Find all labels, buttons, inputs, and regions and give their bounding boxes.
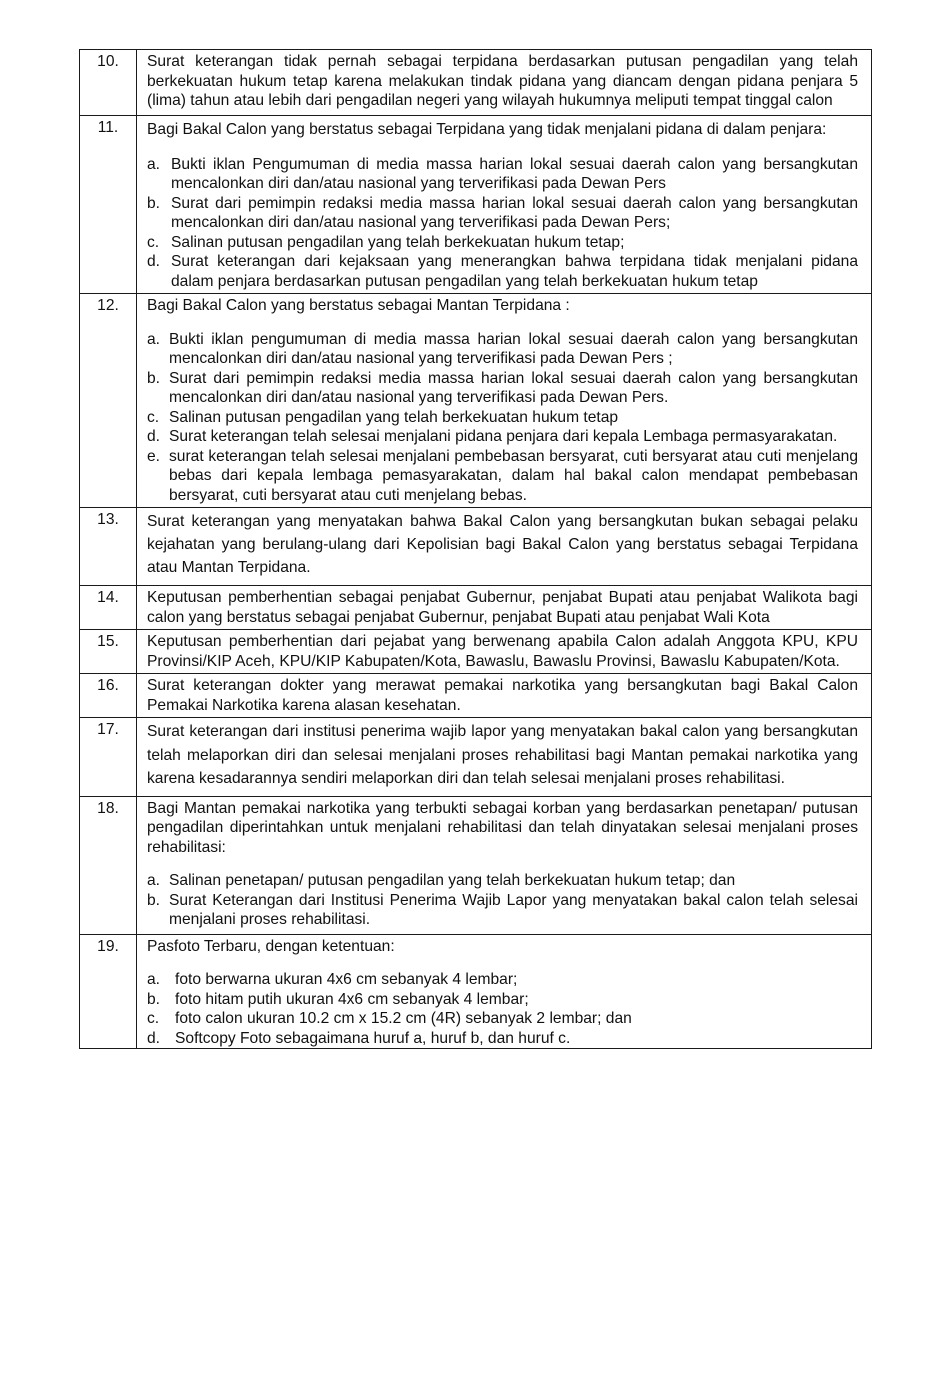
row-content <box>137 115 872 294</box>
row-content <box>137 586 872 630</box>
row-number: 14. <box>80 586 137 630</box>
list-item: b. Surat Keterangan dari Institusi Penerima Wajib Lapor yang menyatakan bakal calon telah selesai menjalani proses rehabilitasi. <box>147 891 858 928</box>
table-row <box>80 50 872 116</box>
row-number: 10. <box>80 50 137 116</box>
list-item: a. Bukti iklan pengumuman di media massa harian lokal sesuai daerah calon yang bersangkutan mencalonkan diri dan/atau nasional yang terverifikasi pada Dewan Pers ; <box>147 330 858 367</box>
requirement-list <box>147 155 858 294</box>
row-content <box>137 934 872 1049</box>
requirement-intro: Pasfoto Terbaru, dengan ketentuan: <box>147 937 395 955</box>
row-content <box>137 630 872 674</box>
requirements-table <box>79 49 872 1049</box>
list-item: b. Surat dari pemimpin redaksi media massa harian lokal sesuai daerah calon yang bersangkutan mencalonkan diri dan/atau nasional yang terverifikasi pada Dewan Pers. <box>147 369 858 406</box>
requirement-text: Surat keterangan dari institusi penerima wajib lapor yang menyatakan bakal calon yang bersangkutan telah melaporkan diri dan selesai menjalani proses rehabilitasi bagi Mantan pemakai narkotika yang karena kesadarannya sendiri melaporkan diri dan telah selesai menjalani proses rehabilitasi. <box>147 723 858 787</box>
table-row <box>80 674 872 718</box>
table-row <box>80 718 872 797</box>
table-row <box>80 796 872 934</box>
row-number: 18. <box>80 796 137 934</box>
list-item: c. Salinan putusan pengadilan yang telah berkekuatan hukum tetap <box>147 408 619 426</box>
row-number: 17. <box>80 718 137 797</box>
list-item: c. Salinan putusan pengadilan yang telah berkekuatan hukum tetap; <box>147 233 625 251</box>
list-item: e. surat keterangan telah selesai menjalani pembebasan bersyarat, cuti bersyarat atau cuti menjelang bebas dari kepala lembaga pemasyarakatan, dalam hal bakal calon mendapat pembebasan bersyarat, cuti bersyarat atau cuti menjelang bebas. <box>147 447 858 504</box>
row-number: 19. <box>80 934 137 1049</box>
table-row <box>80 115 872 294</box>
requirement-text: Surat keterangan yang menyatakan bahwa Bakal Calon yang bersangkutan bukan sebagai pelaku kejahatan yang berulang-ulang dari Kepolisian bagi Bakal Calon yang berstatus sebagai Terpidana atau Mantan Terpidana. <box>147 513 858 576</box>
table-row <box>80 294 872 508</box>
list-item: b. foto hitam putih ukuran 4x6 cm sebanyak 4 lembar; <box>147 990 529 1008</box>
requirement-intro: Bagi Bakal Calon yang berstatus sebagai Mantan Terpidana : <box>147 297 570 314</box>
list-item: a. Salinan penetapan/ putusan pengadilan yang telah berkekuatan hukum tetap; dan <box>147 872 736 889</box>
row-content <box>137 796 872 934</box>
table-row <box>80 630 872 674</box>
list-item: b. Surat dari pemimpin redaksi media massa harian lokal sesuai daerah calon yang bersangkutan mencalonkan diri dan/atau nasional yang terverifikasi pada Dewan Pers; <box>147 194 858 231</box>
list-item: d. Softcopy Foto sebagaimana huruf a, huruf b, dan huruf c. <box>147 1029 571 1047</box>
requirements-document <box>79 49 872 1049</box>
row-number: 12. <box>80 294 137 508</box>
table-row <box>80 586 872 630</box>
list-item: d. Surat keterangan telah selesai menjalani pidana penjara dari kepala Lembaga permasyarakatan. <box>147 428 838 445</box>
list-item: a. foto berwarna ukuran 4x6 cm sebanyak 4 lembar; <box>147 971 518 988</box>
row-number: 15. <box>80 630 137 674</box>
table-row <box>80 934 872 1049</box>
row-number: 13. <box>80 508 137 586</box>
row-number: 16. <box>80 674 137 718</box>
requirement-intro: Bagi Bakal Calon yang berstatus sebagai Terpidana yang tidak menjalani pidana di dalam penjara: <box>147 120 827 138</box>
row-content <box>137 50 872 116</box>
table-row <box>80 508 872 586</box>
requirement-list <box>147 330 858 508</box>
row-content <box>137 294 872 508</box>
list-item: a. Bukti iklan Pengumuman di media massa harian lokal sesuai daerah calon yang bersangkutan mencalonkan diri dan/atau nasional yang terverifikasi pada Dewan Pers <box>147 155 858 192</box>
requirement-list <box>147 970 858 1048</box>
requirement-text: Surat keterangan tidak pernah sebagai terpidana berdasarkan putusan pengadilan yang telah berkekuatan hukum tetap karena melakukan tindak pidana yang diancam dengan pidana penjara 5 (lima) tahun atau lebih dari pengadilan negeri yang wilayah hukumnya meliputi tempat tinggal calon <box>147 53 858 109</box>
requirement-text: Surat keterangan dokter yang merawat pemakai narkotika yang bersangkutan bagi Bakal Calon Pemakai Narkotika karena alasan kesehatan. <box>147 677 858 714</box>
row-content <box>137 674 872 718</box>
requirement-text: Keputusan pemberhentian dari pejabat yang berwenang apabila Calon adalah Anggota KPU, KPU Provinsi/KIP Aceh, KPU/KIP Kabupaten/Kota, Bawaslu, Bawaslu Provinsi, Bawaslu Kabupaten/Kota. <box>147 633 858 670</box>
list-item: d. Surat keterangan dari kejaksaan yang menerangkan bahwa terpidana tidak menjalani pidana dalam penjara berdasarkan putusan pengadilan yang telah berkekuatan hukum tetap <box>147 253 858 290</box>
row-number: 11. <box>80 115 137 294</box>
list-item: c. foto calon ukuran 10.2 cm x 15.2 cm (4R) sebanyak 2 lembar; dan <box>147 1010 632 1027</box>
row-content <box>137 718 872 797</box>
row-content <box>137 508 872 586</box>
requirement-list <box>147 871 858 934</box>
requirement-intro: Bagi Mantan pemakai narkotika yang terbukti sebagai korban yang berdasarkan penetapan/ putusan pengadilan diperintahkan untuk menjalani rehabilitasi dan telah dinyatakan selesai menjalani proses rehabilitasi: <box>147 799 858 856</box>
requirement-text: Keputusan pemberhentian sebagai penjabat Gubernur, penjabat Bupati atau penjabat Walikota bagi calon yang berstatus sebagai penjabat Gubernur, penjabat Bupati atau penjabat Wali Kota <box>147 589 858 626</box>
